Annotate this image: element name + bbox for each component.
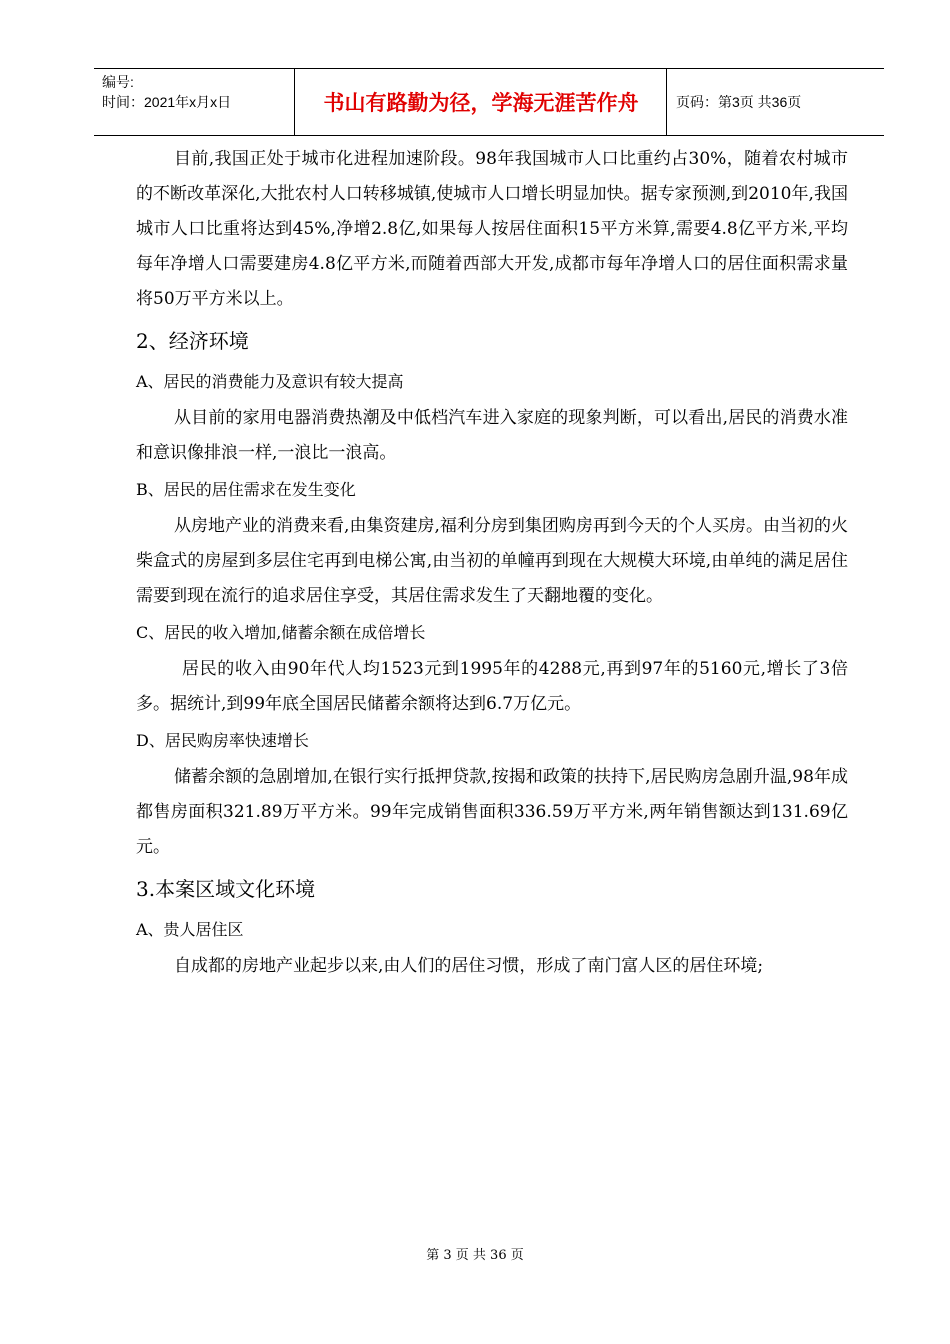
paragraph-culture-a: 自成都的房地产业起步以来,由人们的居住习惯，形成了南门富人区的居住环境;: [174, 956, 764, 976]
header-divider-2: [666, 68, 667, 136]
page-footer: 第 3 页 共 36 页: [426, 1248, 524, 1263]
time-label: 时间：2021年x月x日: [102, 94, 232, 110]
header-divider-1: [294, 68, 295, 136]
paragraph-c: 居民的收入由90年代人均1523元到1995年的4288元,再到97年的5160元,增长了3倍多。据统计,到99年底全国居民储蓄余额将达到6.7万亿元。: [136, 659, 848, 714]
document-body: [136, 142, 848, 984]
document-header: [94, 68, 884, 136]
header-motto: 书山有路勤为径，学海无涯苦作舟: [323, 91, 639, 115]
paragraph-d: 储蓄余额的急剧增加,在银行实行抵押贷款,按揭和政策的扶持下,居民购房急剧升温,98年成都售房面积321.89万平方米。99年完成销售面积336.59万平方米,两年销售额达到131.69亿元。: [136, 767, 848, 857]
subheading-d: D、居民购房率快速增长: [136, 731, 309, 750]
subheading-culture-a: A、贵人居住区: [136, 920, 244, 939]
subheading-b: B、居民的居住需求在发生变化: [136, 480, 356, 499]
header-page-label: 页码：第3页 共36页: [676, 94, 802, 110]
subheading-a: A、居民的消费能力及意识有较大提高: [136, 372, 404, 391]
header-meta: [102, 72, 292, 112]
paragraph-b: 从房地产业的消费来看,由集资建房,福利分房到集团购房再到今天的个人买房。由当初的火柴盒式的房屋到多层住宅再到电梯公寓,由当初的单幢再到现在大规模大环境,由单纯的满足居住需要到现在流行的追求居住享受，其居住需求发生了天翻地覆的变化。: [136, 516, 848, 606]
number-label: 编号:: [102, 74, 134, 90]
section-heading-culture: 3.本案区域文化环境: [136, 877, 316, 901]
paragraph-a: 从目前的家用电器消费热潮及中低档汽车进入家庭的现象判断，可以看出,居民的消费水准和意识像排浪一样,一浪比一浪高。: [136, 408, 848, 463]
paragraph-urbanization: 目前,我国正处于城市化进程加速阶段。98年我国城市人口比重约占30%，随着农村城市的不断改革深化,大批农村人口转移城镇,使城市人口增长明显加快。据专家预测,到2010年,我国城市人口比重将达到45%,净增2.8亿,如果每人按居住面积15平方米算,需要4.8亿平方米,平均每年净增人口需要建房4.8亿平方米,而随着西部大开发,成都市每年净增人口的居住面积需求量将50万平方米以上。: [136, 149, 848, 309]
section-heading-economy: 2、经济环境: [136, 329, 249, 353]
subheading-c: C、居民的收入增加,储蓄余额在成倍增长: [136, 623, 426, 642]
